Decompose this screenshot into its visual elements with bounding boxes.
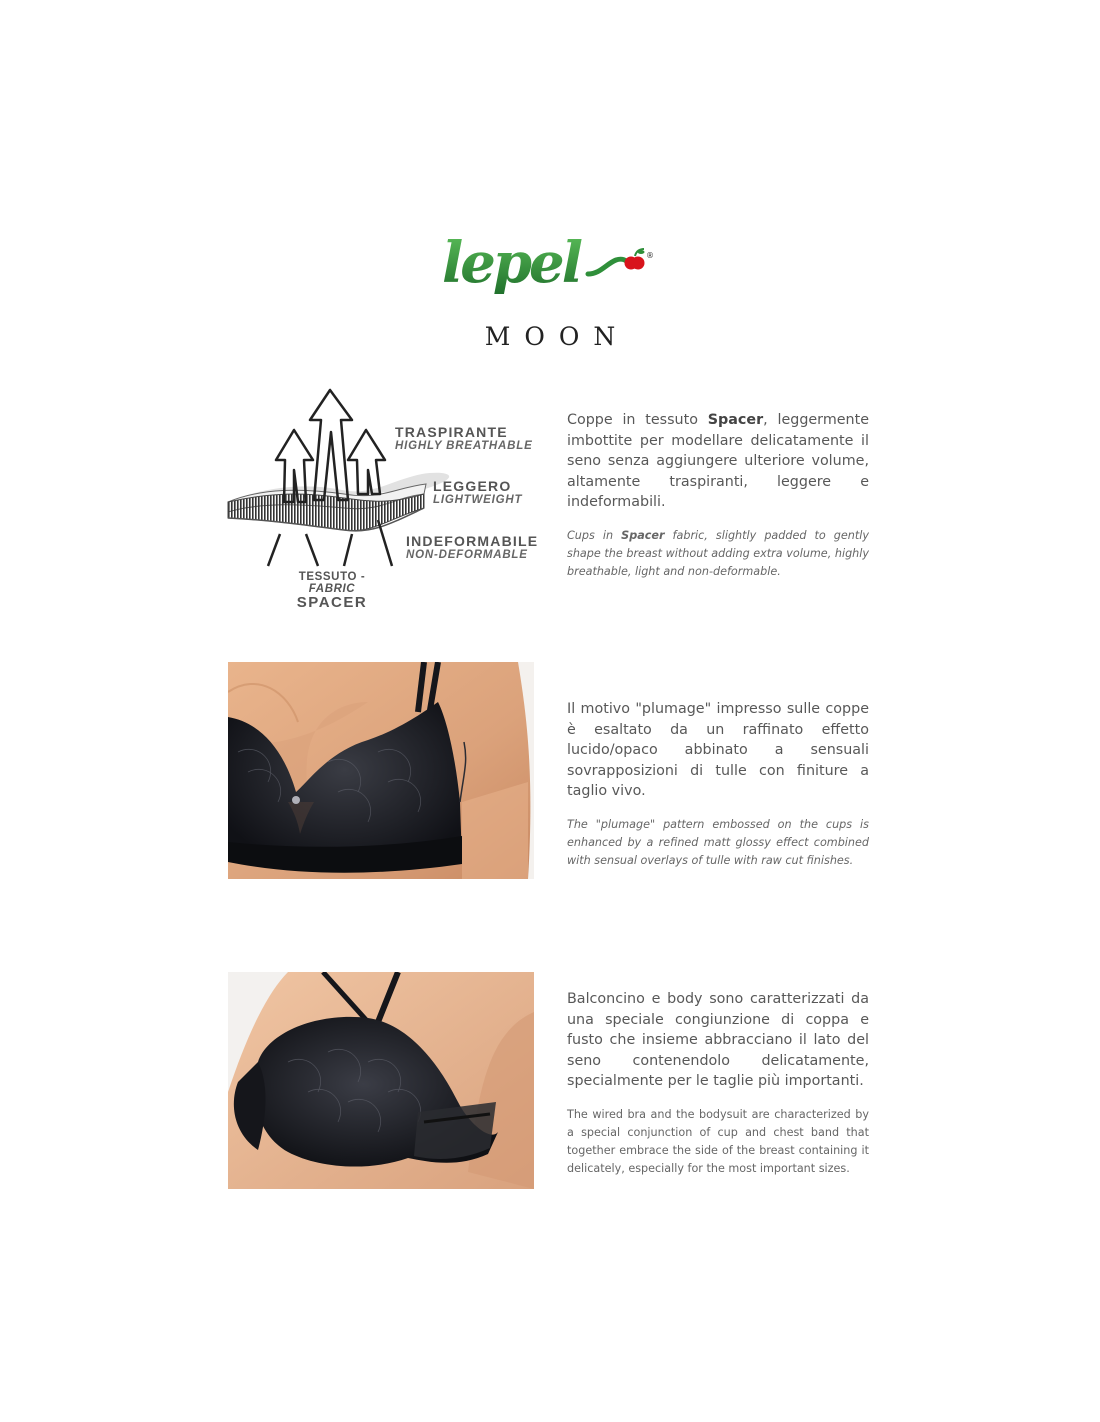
english-description: The wired bra and the bodysuit are characterized by a special conjunction of cup and chest band that together embrace the side of the breast containing it delicately, especially for the most important sizes. — [567, 1107, 869, 1175]
collection-name: MOON — [484, 322, 630, 351]
spacer-fabric-diagram — [222, 384, 539, 611]
arrow-up-icon — [348, 430, 385, 494]
fabric-caption — [276, 571, 388, 611]
feature-main-label: LEGGERO — [433, 478, 512, 494]
fabric-name: SPACER — [296, 594, 368, 611]
section-balconette-text — [567, 989, 869, 1178]
brand-logo — [438, 230, 664, 320]
feature-sub-label: NON-DEFORMABLE — [406, 549, 528, 561]
italian-description: Coppe in tessuto Spacer, leggermente imbottite per modellare delicatamente il seno senza aggiungere ulteriore volume, altamente traspiranti, leggere e indeformabili. — [567, 412, 869, 511]
italian-description: Balconcino e body sono caratterizzati da una speciale congiunzione di coppa e fusto che insieme abbracciano il lato del seno contenendolo delicatamente, specialmente per le taglie più importanti. — [567, 991, 869, 1090]
feature-main-label: INDEFORMABILE — [406, 533, 539, 549]
feature-sub-label: HIGHLY BREATHABLE — [395, 440, 533, 452]
feature-main-label: TRASPIRANTE — [395, 424, 508, 440]
registered-mark: ® — [646, 251, 654, 260]
fabric-label: TESSUTO - FABRIC — [298, 571, 366, 595]
arrow-up-icon — [310, 390, 352, 500]
feature-lightweight — [433, 478, 522, 506]
feature-non-deformable — [406, 533, 538, 561]
italian-description: Il motivo "plumage" impresso sulle coppe è esaltato da un raffinato effetto lucido/opaco abbinato a sensuali sovrapposizioni di tulle con finiture a taglio vivo. — [567, 701, 869, 800]
product-photo-side — [228, 972, 534, 1189]
section-plumage-text — [567, 699, 869, 870]
product-photo-front — [228, 662, 534, 879]
english-description: Cups in Spacer fabric, slightly padded to gently shape the breast without adding extra volume, highly breathable, light and non-deformable. — [567, 528, 869, 578]
lepel-logo-graphic — [438, 230, 664, 320]
feature-sub-label: LIGHTWEIGHT — [433, 494, 523, 506]
section-spacer-text — [567, 410, 869, 581]
english-description: The "plumage" pattern embossed on the cups is enhanced by a refined matt glossy effect combined with sensual overlays of tulle with raw cut finishes. — [567, 817, 869, 867]
feature-breathable — [395, 424, 533, 452]
apple-icon — [625, 249, 645, 270]
logo-wordmark: lepel — [442, 230, 580, 296]
